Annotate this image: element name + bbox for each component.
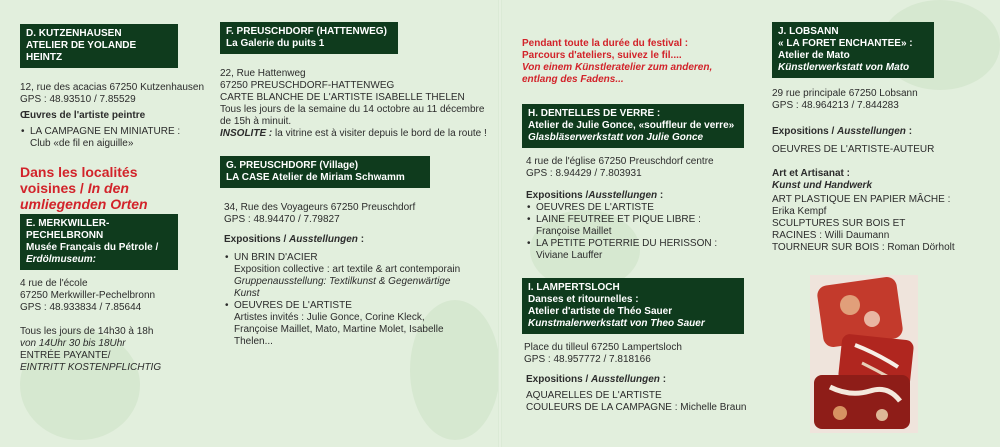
page-fold [498,0,502,447]
section-e-entry: ENTRÉE PAYANTE/ [20,350,111,361]
section-j-line: ART PLASTIQUE EN PAPIER MÂCHE : [772,194,951,205]
column-3 [522,38,762,414]
section-f-address: 67250 PREUSCHDORF-HATTENWEG [220,80,395,91]
section-f-days: de 15h à minuit. [220,116,292,127]
section-d-header: D. KUTZENHAUSEN ATELIER DE YOLANDE HEINTZ [20,24,178,68]
section-j-address: 29 rue principale 67250 Lobsann [772,88,918,99]
section-j-art-title-de: Kunst und Handwerk [772,180,873,191]
cushions-photo [810,275,918,433]
section-h-header: H. DENTELLES DE VERRE : Atelier de Julie Gonce, «souffleur de verre» Glasbläserwerkstatt von Julie Gonce [522,104,744,148]
column-2 [220,22,495,348]
section-j-line: TOURNEUR SUR BOIS : Roman Dörholt [772,242,955,253]
section-j-line: SCULPTURES SUR BOIS ET [772,218,906,229]
section-g-header: G. PREUSCHDORF (Village) LA CASE Atelier de Miriam Schwamm [220,156,430,188]
section-j-art-title: Art et Artisanat : [772,168,850,179]
column-4 [772,22,992,254]
section-e-hours: Tous les jours de 14h30 à 18h [20,326,154,337]
cushions-illustration [810,275,918,433]
section-f-header: F. PREUSCHDORF (HATTENWEG) La Galerie du puits 1 [220,22,398,54]
section-i-expo-title: Expositions / Ausstellungen : [526,374,667,385]
section-f-address: 22, Rue Hattenweg [220,68,306,79]
section-g-gps: GPS : 48.94470 / 7.79827 [224,214,340,225]
section-h-list-2 [522,238,762,250]
section-d-address: 12, rue des acacias 67250 Kutzenhausen [20,82,205,93]
section-j-oeuvres: OEUVRES DE L'ARTISTE-AUTEUR [772,144,935,155]
list-item: • OEUVRES DE L'ARTISTE Artistes invités : Julie Gonce, Corine Kleck, Françoise Maillet, Mato, Martine Molet, Isabelle Thelen... [234,300,495,348]
section-i-line: COULEURS DE LA CAMPAGNE : Michelle Braun [526,402,747,413]
list-item: Françoise Maillet [536,226,612,237]
column-1 [20,24,210,374]
section-d-list [20,126,210,138]
section-h-expo-title: Expositions /Ausstellungen : [526,190,664,201]
section-d-works-title: Œuvres de l'artiste peintre [20,110,146,121]
section-h-gps: GPS : 8.94429 / 7.803931 [526,168,642,179]
section-j-header: J. LOBSANN « LA FORET ENCHANTEE» : Atelier de Mato Künstlerwerkstatt von Mato [772,22,934,78]
section-j-gps: GPS : 48.964213 / 7.844283 [772,100,899,111]
list-item: • LA PETITE POTERRIE DU HERISSON : [536,238,762,250]
section-f-insolite: INSOLITE : la vitrine est à visiter depuis le bord de la route ! [220,128,487,139]
section-e-address: 67250 Merkwiller-Pechelbronn [20,290,156,301]
list-item: Club «de fil en aiguille» [30,138,134,149]
section-i-line: AQUARELLES DE L'ARTISTE [526,390,662,401]
section-g-list [220,252,495,348]
section-e-address: 4 rue de l'école [20,278,88,289]
list-item: Viviane Lauffer [536,250,603,261]
section-e-gps: GPS : 48.933834 / 7.85644 [20,302,142,313]
section-g-expo-title: Expositions / Ausstellungen : [224,234,365,245]
section-h-list [522,202,762,226]
list-item: • UN BRIN D'ACIER Exposition collective : art textile & art contemporain Gruppenausstellung: Textilkunst & Gegenwärtige Kunst [234,252,495,300]
list-item: • LAINE FEUTREE ET PIQUE LIBRE : [536,214,762,226]
section-f-carte: CARTE BLANCHE DE L'ARTISTE ISABELLE THELEN [220,92,465,103]
section-d-gps: GPS : 48.93510 / 7.85529 [20,94,136,105]
section-g-address: 34, Rue des Voyageurs 67250 Preuschdorf [224,202,416,213]
section-i-gps: GPS : 48.957772 / 7.818166 [524,354,651,365]
list-item: • LA CAMPAGNE EN MINIATURE : [30,126,210,138]
section-e-header: E. MERKWILLER- PECHELBRONN Musée Français du Pétrole / Erdölmuseum: [20,214,178,270]
section-i-address: Place du tilleul 67250 Lampertsloch [524,342,682,353]
nearby-heading: Dans les localités voisines / In den umliegenden Orten [20,164,148,212]
section-f-days: Tous les jours de la semaine du 14 octobre au 11 décembre [220,104,485,115]
festival-intro: Pendant toute la durée du festival : Parcours d'ateliers, suivez le fil.... Von einem Künstleratelier zum anderen, entlang des Fadens... [522,38,713,85]
section-h-address: 4 rue de l'église 67250 Preuschdorf centre [526,156,714,167]
section-j-line: Erika Kempf [772,206,827,217]
section-e-hours-de: von 14Uhr 30 bis 18Uhr [20,338,126,349]
section-i-header: I. LAMPERTSLOCH Danses et ritournelles : Atelier d'artiste de Théo Sauer Kunstmalerwerkstatt von Theo Sauer [522,278,744,334]
section-j-expo-title: Expositions / Ausstellungen : [772,126,913,137]
section-j-line: RACINES : Willi Daumann [772,230,890,241]
section-e-entry-de: EINTRITT KOSTENPFLICHTIG [20,362,162,373]
list-item: • OEUVRES DE L'ARTISTE [536,202,762,214]
